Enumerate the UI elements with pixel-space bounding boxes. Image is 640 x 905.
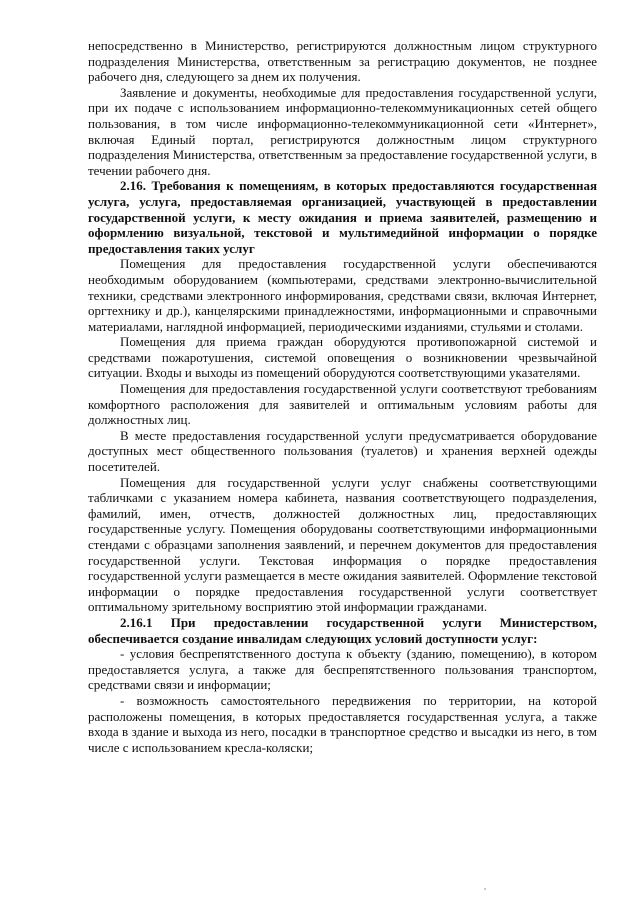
- list-item-independent-movement: - возможность самостоятельного передвижения по территории, на которой расположены помещения, в которых предоставляется государственная услуга, а также входа в здание и выхода из него, посадки в транспортное средство и высадки из него, в том числе с использованием кресла-коляски;: [88, 692, 597, 755]
- scan-speck: [484, 888, 486, 890]
- list-item-access-conditions: - условия беспрепятственного доступа к объекту (зданию, помещению), в котором предоставляется услуга, а также для беспрепятственного пользования транспортом, средствами связи и информации;: [88, 646, 597, 693]
- paragraph-registration-online: Заявление и документы, необходимые для предоставления государственной услуги, при их подаче с использованием информационно-телекоммуникационных сетей общего пользования, в том числе информационно-телекоммуникационной сети «Интернет», включая Единый портал, регистрируются должностным лицом структурного подразделения Министерства, ответственным за предоставление государственной услуги, в течении рабочего дня.: [88, 84, 597, 178]
- document-body: [88, 38, 597, 755]
- paragraph-public-facilities: В месте предоставления государственной услуги предусматривается оборудование доступных мест общественного пользования (туалетов) и хранения верхней одежды посетителей.: [88, 427, 597, 475]
- section-heading-2-16: 2.16. Требования к помещениям, в которых предоставляются государственная услуга, услуга, предоставляемая организацией, участвующей в предоставлении государственной услуги, к месту ожидания и приема заявителей, размещению и оформлению визуальной, текстовой и мультимедийной информации о порядке предоставления таких услуг: [88, 178, 597, 256]
- section-heading-2-16-1: 2.16.1 При предоставлении государственной услуги Министерством, обеспечивается создание инвалидам следующих условий доступности услуг:: [88, 614, 597, 646]
- paragraph-registration-ministry: непосредственно в Министерство, регистрируются должностным лицом структурного подразделения Министерства, ответственным за регистрацию документов, не позднее рабочего дня, следующего за днем их получения.: [88, 38, 597, 85]
- paragraph-comfort-requirements: Помещения для предоставления государственной услуги соответствуют требованиям комфортного расположения для заявителей и оптимальным условиям работы для должностных лиц.: [88, 381, 597, 428]
- paragraph-premises-equipment: Помещения для предоставления государственной услуги обеспечиваются необходимым оборудованием (компьютерами, средствами электронно-вычислительной техники, средствами электронного информирования, средствами связи, включая Интернет, оргтехнику и др.), канцелярскими принадлежностями, информационными и справочными материалами, наглядной информацией, периодическими изданиями, стульями и столами.: [88, 256, 597, 334]
- paragraph-fire-safety: Помещения для приема граждан оборудуются противопожарной системой и средствами пожаротушения, системой оповещения о возникновении чрезвычайной ситуации. Входы и выходы из помещений оборудуются соответствующими указателями.: [88, 334, 597, 381]
- paragraph-signage-info-stands: Помещения для государственной услуги услуг снабжены соответствующими табличками с указанием номера кабинета, названия соответствующего подразделения, фамилий, имен, отчеств, должностей должностных лиц, предоставляющих государственные услугу. Помещения оборудованы соответствующими информационными стендами с образцами заполнения заявлений, и перечнем документов для предоставления государственной услуги. Текстовая информация о порядке предоставления государственной услуги размещается в месте ожидания заявителей. Оформление текстовой информации о порядке предоставления государственной услуги соответствует оптимальному зрительному восприятию этой информации гражданами.: [88, 474, 597, 615]
